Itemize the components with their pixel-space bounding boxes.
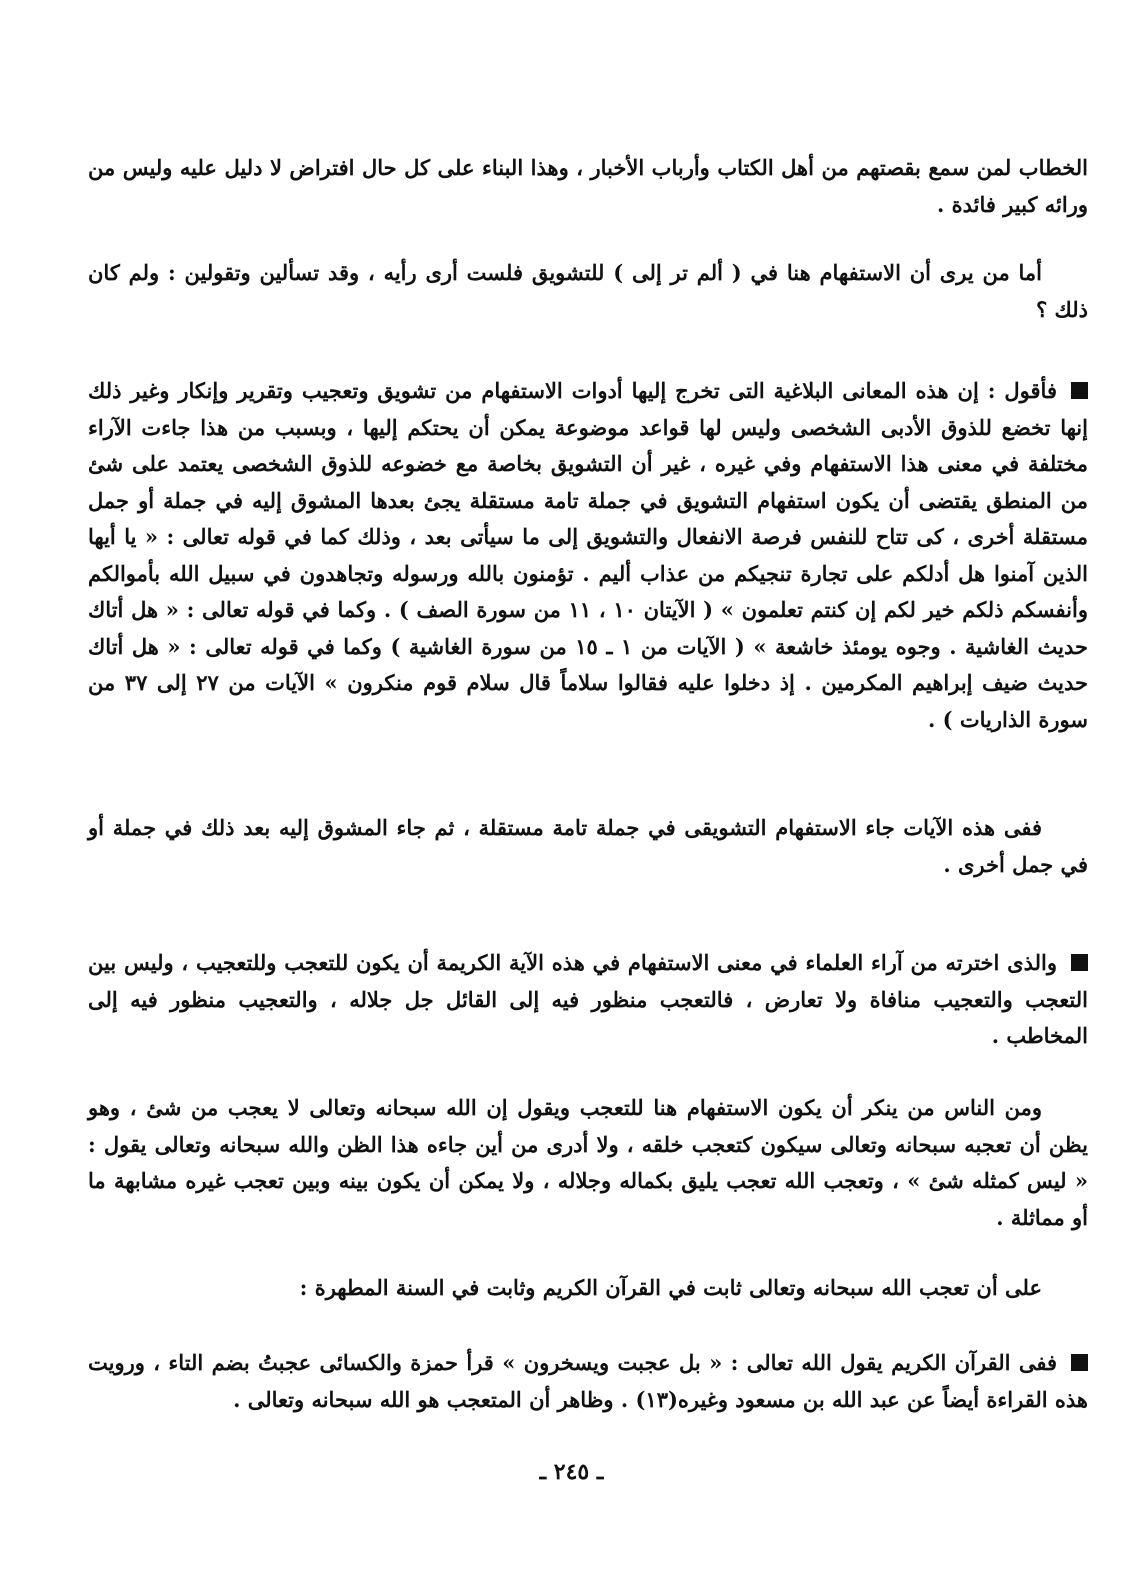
square-bullet-icon bbox=[1071, 954, 1088, 971]
page-number: ـ ٢٤٥ ـ bbox=[539, 1459, 604, 1485]
paragraph-3-text: فأقول : إن هذه المعانى البلاغية التى تخرج إليها أدوات الاستفهام من تشويق وتعجيب وتقرير وإنكار وغير ذلك إنها تخضع للذوق الأدبى الشخصى وليس لها قواعد موضوعة يمكن أن يحتكم إليها ، وبسبب من هذا جاءت الآراء مختلفة في معنى هذا الاستفهام وفي غيره ، غير أن التشويق بخاصة مع خضوعه للذوق الشخصى يعتمد على شئ من المنطق يقتضى أن يكون استفهام التشويق في جملة تامة مستقلة يجئ بعدها المشوق إليه في جملة أو جمل مستقلة أخرى ، كى تتاح للنفس فرصة الانفعال والتشويق إلى ما سيأتى بعد ، وذلك كما في قوله تعالى : « يا أيها الذين آمنوا هل أدلكم على تجارة تنجيكم من عذاب أليم . تؤمنون بالله ورسوله وتجاهدون في سبيل الله بأموالكم وأنفسكم ذلكم خير لكم إن كنتم تعلمون » ( الآيتان ١٠ ، ١١ من سورة الصف ) . وكما في قوله تعالى : « هل أتاك حديث الغاشية . وجوه يومئذ خاشعة » ( الآيات من ١ ـ ١٥ من سورة الغاشية ) وكما في قوله تعالى : « هل أتاك حديث ضيف إبراهيم المكرمين . إذ دخلوا عليه فقالوا سلاماً قال سلام قوم منكرون » الآيات من ٢٧ إلى ٣٧ من سورة الذاريات ) . bbox=[88, 378, 1088, 732]
square-bullet-icon bbox=[1071, 382, 1088, 399]
paragraph-6 bbox=[88, 1090, 1088, 1236]
paragraph-7 bbox=[88, 1270, 1088, 1307]
paragraph-4-text: ففى هذه الآيات جاء الاستفهام التشويقى في جملة تامة مستقلة ، ثم جاء المشوق إليه بعد ذلك في جملة أو في جمل أخرى . bbox=[88, 815, 1088, 877]
paragraph-8-text: ففى القرآن الكريم يقول الله تعالى : « بل عجبت ويسخرون » قرأ حمزة والكسائى عجبتُ بضم التاء ، ورويت هذه القراءة أيضاً عن عبد الله بن مسعود وغيره(١٣) . وظاهر أن المتعجب هو الله سبحانه وتعالى . bbox=[88, 1350, 1088, 1412]
paragraph-8 bbox=[88, 1345, 1088, 1418]
paragraph-2-text: أما من يرى أن الاستفهام هنا في ( ألم تر إلى ) للتشويق فلست أرى رأيه ، وقد تسألين وتقولين : ولم كان ذلك ؟ bbox=[88, 260, 1088, 322]
paragraph-7-text: على أن تعجب الله سبحانه وتعالى ثابت في القرآن الكريم وثابت في السنة المطهرة : bbox=[299, 1275, 1042, 1300]
paragraph-5-text: والذى اخترته من آراء العلماء في معنى الاستفهام في هذه الآية الكريمة أن يكون للتعجب وللتعجيب ، وليس بين التعجب والتعجيب منافاة ولا تعارض ، فالتعجب منظور فيه إلى القائل جل جلاله ، والتعجيب منظور فيه إلى المخاطب . bbox=[88, 950, 1088, 1048]
paragraph-1-text: الخطاب لمن سمع بقصتهم من أهل الكتاب وأرباب الأخبار ، وهذا البناء على كل حال افتراض لا دليل عليه وليس من ورائه كبير فائدة . bbox=[88, 155, 1088, 217]
paragraph-5 bbox=[88, 945, 1088, 1055]
paragraph-4 bbox=[88, 810, 1088, 883]
paragraph-1 bbox=[88, 150, 1088, 223]
square-bullet-icon bbox=[1071, 1354, 1088, 1371]
paragraph-2 bbox=[88, 255, 1088, 328]
paragraph-3 bbox=[88, 373, 1088, 738]
paragraph-6-text: ومن الناس من ينكر أن يكون الاستفهام هنا للتعجب ويقول إن الله سبحانه وتعالى لا يعجب من شئ ، وهو يظن أن تعجبه سبحانه وتعالى سيكون كتعجب خلقه ، ولا أدرى من أين جاءه هذا الظن والله سبحانه وتعالى يقول : « ليس كمثله شئ » ، وتعجب الله تعجب يليق بكماله وجلاله ، ولا يمكن أن يكون بينه وبين تعجب غيره مشابهة ما أو مماثلة . bbox=[88, 1095, 1088, 1230]
